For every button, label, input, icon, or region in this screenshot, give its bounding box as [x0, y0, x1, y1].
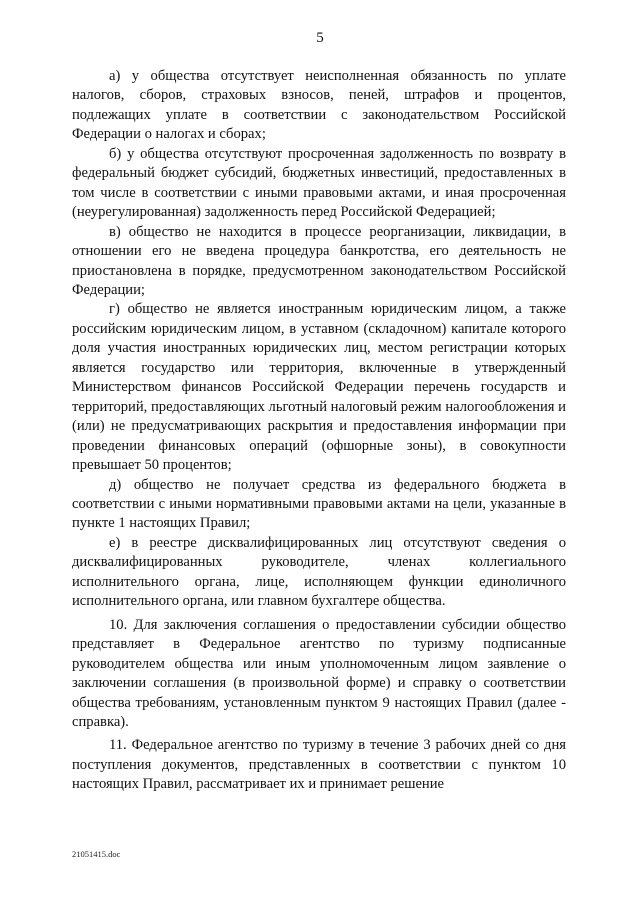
paragraph-b: б) у общества отсутствуют просроченная задолженность по возврату в федеральный бюджет субсидий, бюджетных инвестиций, предоставленных в том числе в соответствии с иными правовыми актами, и иная просроченная (неурегулированная) задолженность перед Российской Федерацией; — [72, 145, 566, 221]
page-number: 5 — [316, 30, 324, 46]
footer-file-code: 21051415.doc — [72, 849, 121, 859]
section-10: 10. Для заключения соглашения о предоставлении субсидии общество представляет в Федеральное агентство по туризму подписанные руководителем общества или иным уполномоченным лицом заявление о заключении соглашения (в произвольной форме) и справку о соответствии общества требованиям, установленным пунктом 9 настоящих Правил (далее - справка). — [72, 616, 566, 730]
paragraph-v: в) общество не находится в процессе реорганизации, ликвидации, в отношении его не введена процедура банкротства, его деятельность не приостановлена в порядке, предусмотренном законодательством Российской Федерации; — [72, 223, 566, 298]
paragraph-e: е) в реестре дисквалифицированных лиц отсутствуют сведения о дисквалифицированных руководителе, членах коллегиального исполнительного органа, лице, исполняющем функции единоличного исполнительного органа, или главном бухгалтере общества. — [72, 534, 566, 610]
section-11: 11. Федеральное агентство по туризму в течение 3 рабочих дней со дня поступления документов, представленных в соответствии с пунктом 10 настоящих Правил, рассматривает их и принимает решение — [72, 737, 566, 793]
paragraph-g: г) общество не является иностранным юридическим лицом, а также российским юридическим лицом, в уставном (складочном) капитале которого доля участия иностранных юридических лиц, местом регистрации которых является государство или территория, включенные в утвержденный Министерством финансов Российской Федерации перечень государств и территорий, предоставляющих льготный налоговый режим налогообложения и (или) не предусматривающих раскрытия и предоставления информации при проведении финансовых операций (офшорные зоны), в совокупности превышает 50 процентов; — [72, 301, 566, 474]
document-body — [72, 67, 566, 795]
paragraph-d: д) общество не получает средства из федерального бюджета в соответствии с иными нормативными правовыми актами на цели, указанные в пункте 1 настоящих Правил; — [72, 476, 566, 532]
paragraph-a: а) у общества отсутствует неисполненная обязанность по уплате налогов, сборов, страховых взносов, пеней, штрафов и процентов, подлежащих уплате в соответствии с законодательством Российской Федерации о налогах и сборах; — [72, 68, 566, 143]
